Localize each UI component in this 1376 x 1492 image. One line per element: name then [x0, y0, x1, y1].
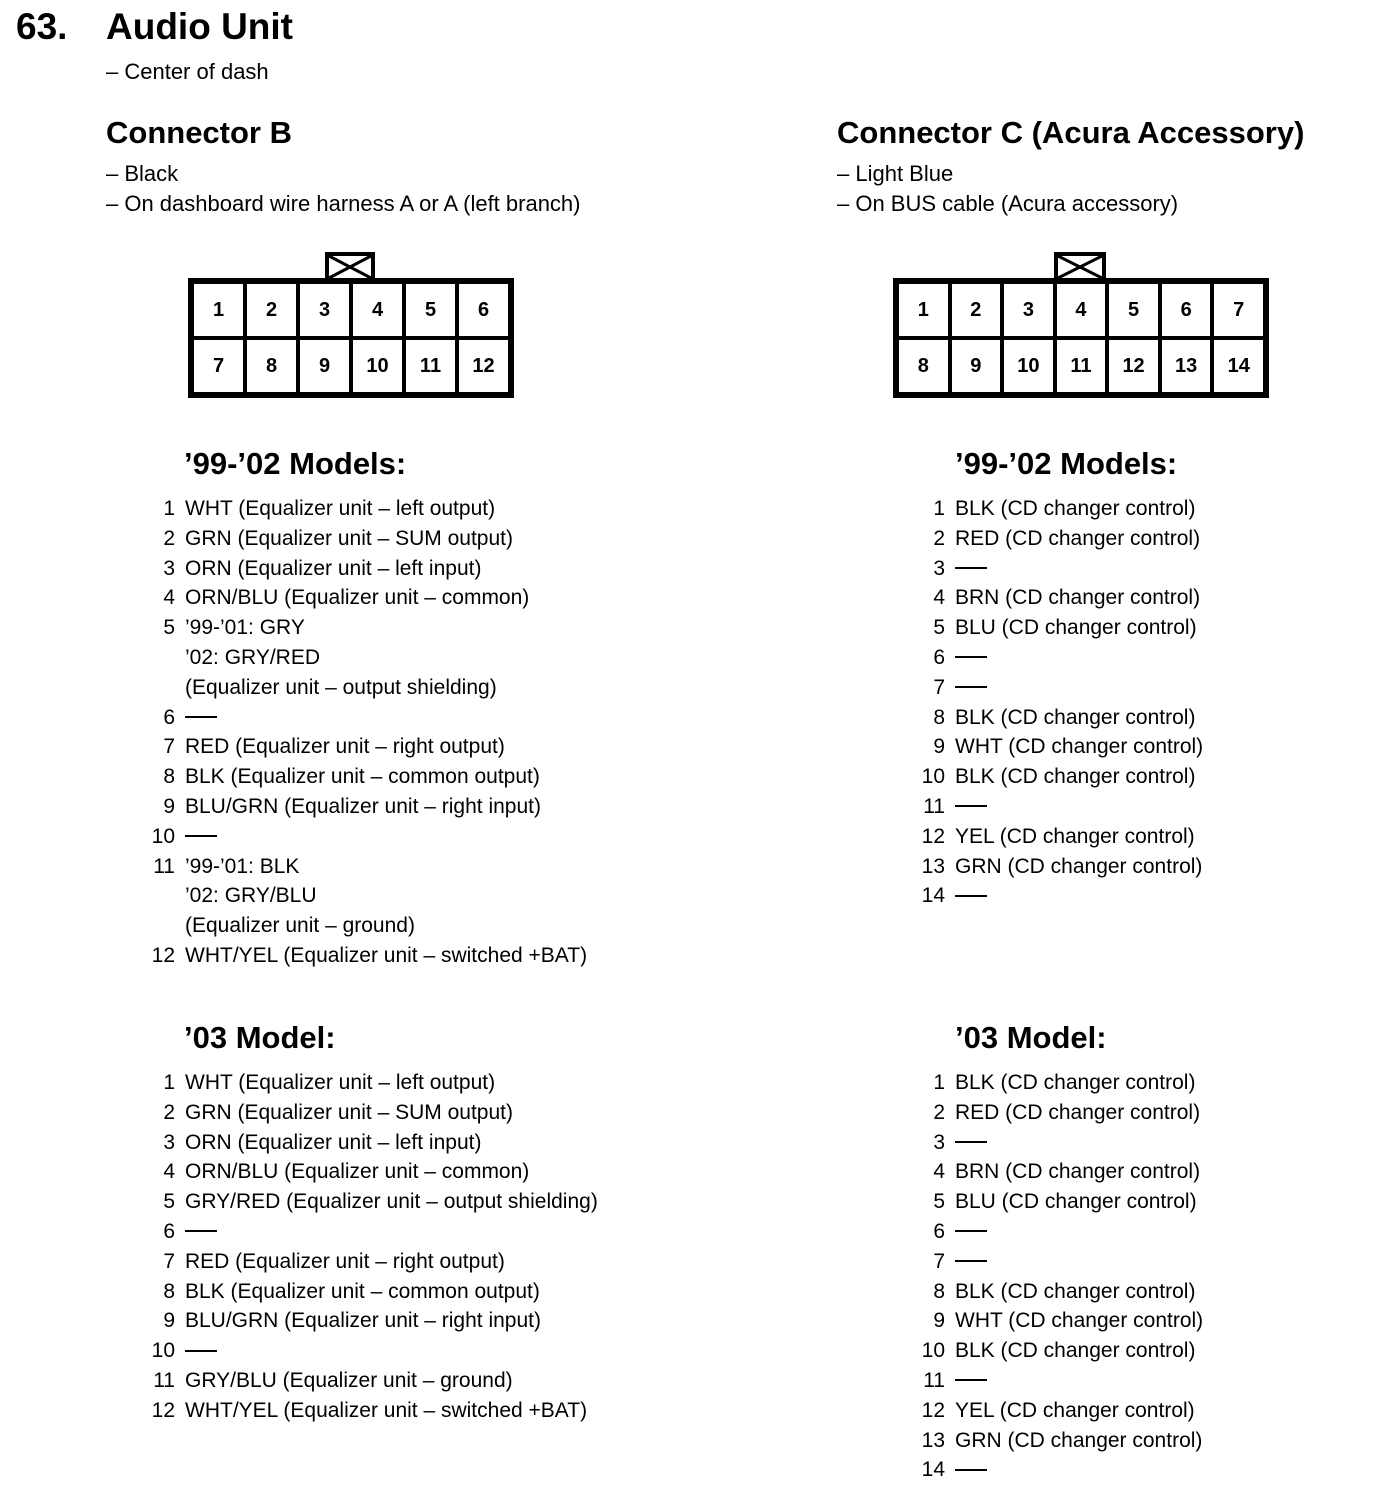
- pin-unused-dash: [955, 1455, 987, 1485]
- connector-c-diagram: [893, 252, 1269, 398]
- connector-c-harness: – On BUS cable (Acura accessory): [837, 191, 1179, 216]
- pin-row: [910, 494, 1330, 524]
- connector-b-face: [188, 278, 514, 398]
- connector-b-model-03-heading: ’03 Model:: [184, 1020, 336, 1055]
- pin-description: GRN (Equalizer unit – SUM output): [185, 526, 513, 550]
- pin-row: [910, 881, 1330, 911]
- pin-description: RED (CD changer control): [955, 1100, 1201, 1124]
- pin-row: [910, 1277, 1330, 1307]
- pin-row: [140, 554, 700, 584]
- pin-number: 14: [921, 1458, 945, 1482]
- pin-number: 5: [933, 616, 945, 640]
- pin-unused-dash: [185, 1336, 217, 1366]
- pin-row: [140, 524, 700, 554]
- connector-b-pin-list-03: [140, 1068, 700, 1426]
- pin-number: 11: [923, 1368, 945, 1392]
- pin-unused-dash: [955, 1128, 987, 1158]
- connector-terminal: 2: [950, 282, 1003, 338]
- pin-description: ORN (Equalizer unit – left input): [185, 1130, 482, 1154]
- pin-row: [140, 1068, 700, 1098]
- pin-description: WHT (CD changer control): [955, 735, 1204, 759]
- pin-number: 6: [163, 1219, 175, 1243]
- pin-number: 1: [933, 497, 945, 520]
- pin-description: BLU (CD changer control): [955, 1190, 1197, 1214]
- pin-unused-dash: [185, 703, 217, 733]
- pin-number: 12: [151, 943, 175, 967]
- pin-row: [910, 1426, 1330, 1456]
- connector-terminal: 9: [298, 338, 351, 394]
- connector-c-color: – Light Blue: [837, 161, 954, 186]
- pin-row: [140, 822, 700, 852]
- pin-unused-dash: [955, 881, 987, 911]
- connector-c-pin-list-03: [910, 1068, 1330, 1485]
- pin-number: 6: [163, 705, 175, 729]
- pin-description: GRN (CD changer control): [955, 1428, 1203, 1452]
- pin-description: BLK (CD changer control): [955, 1339, 1196, 1363]
- pin-row: [140, 613, 700, 702]
- pin-number: 12: [151, 1398, 175, 1422]
- pin-row: [140, 494, 700, 524]
- connector-terminal: 4: [351, 282, 404, 338]
- pin-unused-dash: [955, 1217, 987, 1247]
- pin-description: ORN/BLU (Equalizer unit – common): [185, 586, 530, 610]
- connector-terminal: 9: [950, 338, 1003, 394]
- connector-terminal: 3: [298, 282, 351, 338]
- pin-unused-dash: [955, 1247, 987, 1277]
- pin-row: [910, 643, 1330, 673]
- pin-description: WHT (Equalizer unit – left output): [185, 497, 496, 520]
- pin-row: [140, 852, 700, 941]
- pin-description: BLU (CD changer control): [955, 616, 1197, 640]
- pin-number: 2: [933, 526, 945, 550]
- connector-terminal: 7: [192, 338, 245, 394]
- pin-row: [910, 1128, 1330, 1158]
- pin-number: 11: [153, 1368, 175, 1392]
- connector-c-model-03-heading: ’03 Model:: [955, 1020, 1107, 1055]
- pin-unused-dash: [955, 673, 987, 703]
- pin-row: [140, 941, 700, 971]
- pin-description: YEL (CD changer control): [955, 1398, 1195, 1422]
- pin-row: [910, 613, 1330, 643]
- connector-terminal: 1: [192, 282, 245, 338]
- pin-description: BRN (CD changer control): [955, 1160, 1201, 1184]
- connector-terminal: 5: [1107, 282, 1160, 338]
- pin-row: [910, 792, 1330, 822]
- pin-number: 1: [933, 1071, 945, 1094]
- connector-terminal: 8: [897, 338, 950, 394]
- connector-terminal: 8: [245, 338, 298, 394]
- pin-description: WHT (Equalizer unit – left output): [185, 1071, 496, 1094]
- pin-unused-dash: [185, 1217, 217, 1247]
- connector-terminal: 4: [1055, 282, 1108, 338]
- connector-c-models-99-02-heading: ’99-’02 Models:: [955, 446, 1178, 481]
- pin-description: BRN (CD changer control): [955, 586, 1201, 610]
- connector-terminal: 1: [897, 282, 950, 338]
- pin-unused-dash: [955, 643, 987, 673]
- pin-number: 4: [933, 1160, 945, 1184]
- pin-row: [140, 1187, 700, 1217]
- pin-number: 5: [933, 1190, 945, 1214]
- pin-number: 5: [163, 1190, 175, 1214]
- connector-terminal: 6: [457, 282, 510, 338]
- pin-number: 6: [933, 645, 945, 669]
- pin-row: [140, 1277, 700, 1307]
- pin-number: 3: [163, 1130, 175, 1154]
- pin-description: WHT/YEL (Equalizer unit – switched +BAT): [185, 1398, 588, 1422]
- pin-number: 3: [933, 556, 945, 580]
- pin-row: [910, 1455, 1330, 1485]
- pin-row: [910, 554, 1330, 584]
- pin-row: [910, 1187, 1330, 1217]
- pin-unused-dash: [955, 1366, 987, 1396]
- pin-description: ORN/BLU (Equalizer unit – common): [185, 1160, 530, 1184]
- pin-row: [910, 822, 1330, 852]
- connector-c-title: Connector C (Acura Accessory): [837, 115, 1305, 150]
- pin-description: RED (Equalizer unit – right output): [185, 735, 505, 759]
- pin-number: 4: [933, 586, 945, 610]
- pin-number: 9: [163, 794, 175, 818]
- connector-c-face: [893, 278, 1269, 398]
- pin-number: 3: [163, 556, 175, 580]
- location-note: – Center of dash: [106, 59, 269, 84]
- pin-description: RED (CD changer control): [955, 526, 1201, 550]
- connector-b-title: Connector B: [106, 115, 292, 150]
- pin-description: GRN (Equalizer unit – SUM output): [185, 1100, 513, 1124]
- pin-description: ’99-’01: GRY ’02: GRY/RED (Equalizer unit – output shielding): [185, 616, 497, 699]
- pin-number: 14: [921, 884, 945, 908]
- pin-description: GRY/BLU (Equalizer unit – ground): [185, 1368, 513, 1392]
- pin-number: 9: [933, 735, 945, 759]
- connector-c-pin-list-99-02: [910, 494, 1330, 911]
- pin-row: [140, 1366, 700, 1396]
- pin-description: RED (Equalizer unit – right output): [185, 1249, 505, 1273]
- pin-number: 5: [163, 616, 175, 640]
- pin-number: 9: [933, 1309, 945, 1333]
- pin-row: [910, 762, 1330, 792]
- connector-terminal: 2: [245, 282, 298, 338]
- connector-terminal: 12: [457, 338, 510, 394]
- pin-description: YEL (CD changer control): [955, 824, 1195, 848]
- pin-row: [910, 1366, 1330, 1396]
- pin-row: [140, 1396, 700, 1426]
- pin-description: BLK (CD changer control): [955, 497, 1196, 520]
- pin-number: 11: [153, 854, 175, 878]
- pin-row: [140, 1306, 700, 1336]
- pin-number: 3: [933, 1130, 945, 1154]
- pin-description: BLK (CD changer control): [955, 705, 1196, 729]
- pin-row: [910, 1157, 1330, 1187]
- connector-terminal: 5: [404, 282, 457, 338]
- pin-number: 8: [933, 705, 945, 729]
- pin-number: 1: [163, 497, 175, 520]
- section-number: 63.: [16, 6, 68, 47]
- pin-row: [140, 1098, 700, 1128]
- pin-row: [140, 1336, 700, 1366]
- pin-row: [140, 762, 700, 792]
- pin-number: 10: [151, 1339, 175, 1363]
- pin-row: [910, 852, 1330, 882]
- pin-row: [910, 1306, 1330, 1336]
- pin-unused-dash: [955, 554, 987, 584]
- pin-number: 12: [921, 824, 945, 848]
- pin-row: [910, 1247, 1330, 1277]
- pin-row: [910, 1217, 1330, 1247]
- pin-number: 7: [163, 1249, 175, 1273]
- pin-row: [910, 703, 1330, 733]
- pin-number: 4: [163, 586, 175, 610]
- pin-number: 13: [921, 854, 945, 878]
- pin-description: BLK (CD changer control): [955, 1071, 1196, 1094]
- connector-terminal: 6: [1160, 282, 1213, 338]
- pin-number: 9: [163, 1309, 175, 1333]
- pin-description: BLK (Equalizer unit – common output): [185, 765, 540, 789]
- pin-number: 10: [151, 824, 175, 848]
- pin-row: [140, 1247, 700, 1277]
- pin-row: [140, 792, 700, 822]
- pin-description: WHT/YEL (Equalizer unit – switched +BAT): [185, 943, 588, 967]
- pin-number: 4: [163, 1160, 175, 1184]
- pin-row: [140, 1217, 700, 1247]
- pin-number: 7: [163, 735, 175, 759]
- pin-row: [910, 732, 1330, 762]
- pin-number: 2: [163, 526, 175, 550]
- page-title: Audio Unit: [106, 6, 294, 47]
- pin-row: [140, 732, 700, 762]
- pin-number: 10: [921, 765, 945, 789]
- connector-b-diagram: [188, 252, 514, 398]
- connector-terminal: 7: [1212, 282, 1265, 338]
- connector-terminal: 11: [1055, 338, 1108, 394]
- pin-description: GRN (CD changer control): [955, 854, 1203, 878]
- pin-row: [910, 1336, 1330, 1366]
- pin-row: [910, 1396, 1330, 1426]
- pin-row: [140, 583, 700, 613]
- pin-number: 12: [921, 1398, 945, 1422]
- pin-unused-dash: [955, 792, 987, 822]
- pin-description: BLK (CD changer control): [955, 1279, 1196, 1303]
- pin-number: 6: [933, 1219, 945, 1243]
- pin-row: [910, 524, 1330, 554]
- pin-number: 1: [163, 1071, 175, 1094]
- pin-number: 11: [923, 794, 945, 818]
- pin-description: ORN (Equalizer unit – left input): [185, 556, 482, 580]
- connector-b-color: – Black: [106, 161, 179, 186]
- pin-description: WHT (CD changer control): [955, 1309, 1204, 1333]
- connector-terminal: 12: [1107, 338, 1160, 394]
- pin-number: 2: [933, 1100, 945, 1124]
- pin-number: 8: [163, 1279, 175, 1303]
- pin-description: GRY/RED (Equalizer unit – output shielding): [185, 1190, 598, 1214]
- pin-number: 8: [933, 1279, 945, 1303]
- connector-terminal: 14: [1212, 338, 1265, 394]
- pin-number: 7: [933, 1249, 945, 1273]
- pin-number: 13: [921, 1428, 945, 1452]
- connector-terminal: 10: [351, 338, 404, 394]
- pin-number: 2: [163, 1100, 175, 1124]
- pin-row: [140, 1157, 700, 1187]
- connector-terminal: 11: [404, 338, 457, 394]
- connector-b-pin-list-99-02: [140, 494, 700, 971]
- pin-row: [140, 703, 700, 733]
- pin-row: [910, 583, 1330, 613]
- connector-terminal: 3: [1002, 282, 1055, 338]
- pin-description: BLU/GRN (Equalizer unit – right input): [185, 1309, 541, 1333]
- pin-row: [140, 1128, 700, 1158]
- pin-description: BLK (Equalizer unit – common output): [185, 1279, 540, 1303]
- connector-b-harness: – On dashboard wire harness A or A (left branch): [106, 191, 581, 216]
- pin-unused-dash: [185, 822, 217, 852]
- pin-description: ’99-’01: BLK ’02: GRY/BLU (Equalizer unit – ground): [185, 854, 415, 938]
- pin-number: 7: [933, 675, 945, 699]
- pin-row: [910, 1098, 1330, 1128]
- connector-b-models-99-02-heading: ’99-’02 Models:: [184, 446, 407, 481]
- pin-description: BLK (CD changer control): [955, 765, 1196, 789]
- pin-number: 8: [163, 765, 175, 789]
- connector-terminal: 13: [1160, 338, 1213, 394]
- pin-description: BLU/GRN (Equalizer unit – right input): [185, 794, 541, 818]
- pin-number: 10: [921, 1339, 945, 1363]
- pin-row: [910, 1068, 1330, 1098]
- connector-terminal: 10: [1002, 338, 1055, 394]
- pin-row: [910, 673, 1330, 703]
